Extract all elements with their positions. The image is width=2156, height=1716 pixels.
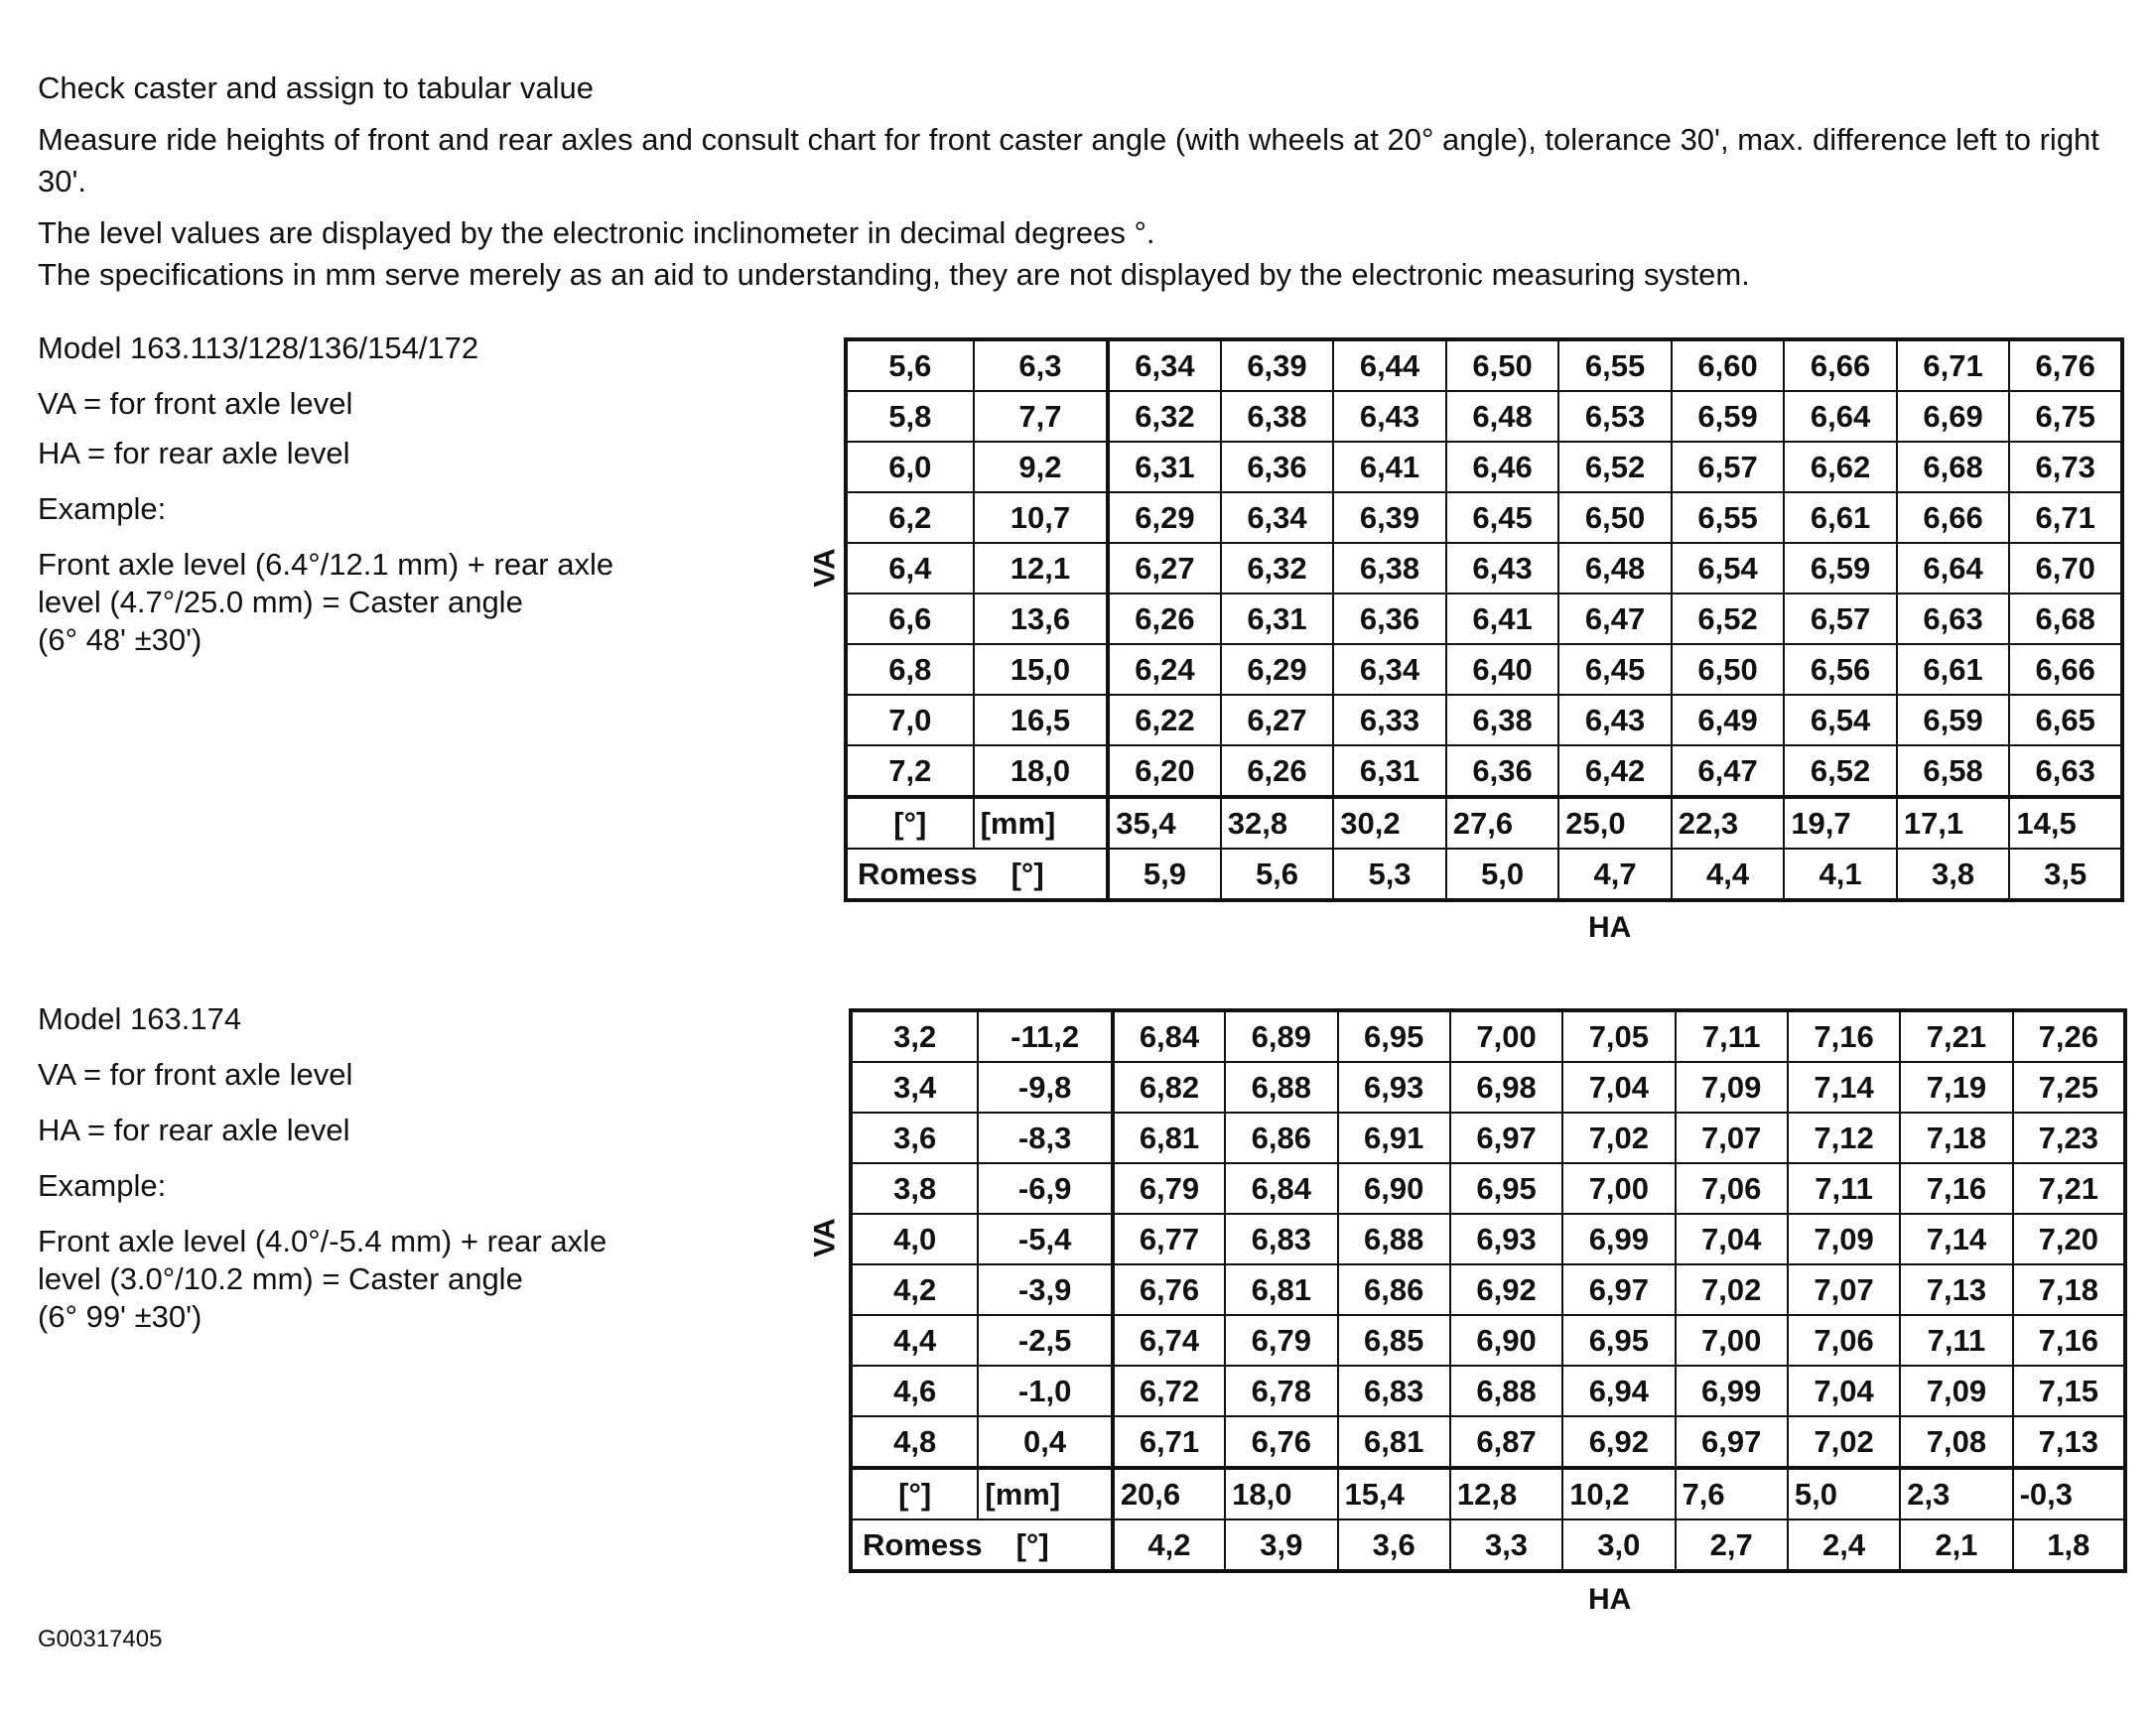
romess-unit: [°] — [1015, 1526, 1049, 1562]
va-degree-cell: 3,8 — [851, 1163, 978, 1214]
ha-mm-cell: 32,8 — [1221, 797, 1334, 849]
va-mm-cell: -8,3 — [978, 1113, 1112, 1163]
caster-value-cell: 7,06 — [1676, 1163, 1788, 1214]
model2-caster-table — [849, 1008, 2127, 1573]
va-degree-cell: 5,8 — [846, 391, 974, 442]
caster-value-cell: 6,72 — [1113, 1366, 1225, 1416]
table-row — [851, 1315, 2125, 1366]
model1-example-label: Example: — [38, 491, 167, 526]
va-mm-cell: 12,1 — [974, 543, 1109, 594]
romess-row — [846, 849, 2122, 900]
caster-value-cell: 6,34 — [1221, 492, 1334, 543]
caster-value-cell: 6,48 — [1558, 543, 1672, 594]
caster-value-cell: 6,54 — [1672, 543, 1785, 594]
caster-value-cell: 6,71 — [1897, 339, 2010, 391]
ha-mm-cell: 7,6 — [1676, 1468, 1788, 1519]
table-row — [846, 492, 2122, 543]
romess-value-cell: 5,3 — [1333, 849, 1446, 900]
romess-unit: [°] — [1011, 856, 1044, 891]
model1-example-line-2: level (4.7°/25.0 mm) = Caster angle — [38, 585, 523, 619]
caster-value-cell: 6,97 — [1450, 1113, 1562, 1163]
caster-value-cell: 6,58 — [1897, 745, 2010, 797]
caster-value-cell: 7,25 — [2013, 1062, 2125, 1113]
caster-value-cell: 6,40 — [1446, 644, 1559, 695]
caster-value-cell: 6,83 — [1338, 1366, 1450, 1416]
caster-value-cell: 6,88 — [1225, 1062, 1337, 1113]
caster-value-cell: 6,66 — [2009, 644, 2122, 695]
romess-value-cell: 2,7 — [1676, 1519, 1788, 1571]
caster-value-cell: 6,95 — [1338, 1010, 1450, 1062]
caster-value-cell: 6,66 — [1897, 492, 2010, 543]
caster-value-cell: 6,55 — [1672, 492, 1785, 543]
ha-mm-cell: 30,2 — [1333, 797, 1446, 849]
caster-value-cell: 6,91 — [1338, 1113, 1450, 1163]
model2-example-line-2: level (3.0°/10.2 mm) = Caster angle — [38, 1261, 523, 1296]
va-degree-cell: 7,2 — [846, 745, 974, 797]
va-degree-cell: 4,2 — [851, 1264, 978, 1315]
romess-label-cell — [851, 1519, 1113, 1571]
caster-value-cell: 7,09 — [1900, 1366, 2012, 1416]
caster-value-cell: 7,16 — [1788, 1010, 1900, 1062]
va-degree-cell: 6,0 — [846, 442, 974, 492]
romess-value-cell: 1,8 — [2013, 1519, 2125, 1571]
caster-value-cell: 7,26 — [2013, 1010, 2125, 1062]
caster-value-cell: 6,55 — [1558, 339, 1672, 391]
caster-value-cell: 6,36 — [1446, 745, 1559, 797]
caster-value-cell: 6,88 — [1338, 1214, 1450, 1264]
caster-value-cell: 6,81 — [1338, 1416, 1450, 1468]
romess-value-cell: 5,9 — [1108, 849, 1221, 900]
va-mm-cell: -3,9 — [978, 1264, 1112, 1315]
caster-value-cell: 7,05 — [1562, 1010, 1675, 1062]
caster-value-cell: 6,50 — [1558, 492, 1672, 543]
model2-ha-axis-label: HA — [1588, 1583, 1632, 1616]
ha-mm-cell: 25,0 — [1558, 797, 1672, 849]
caster-value-cell: 6,31 — [1108, 442, 1221, 492]
romess-value-cell: 3,5 — [2009, 849, 2122, 900]
caster-value-cell: 6,62 — [1784, 442, 1897, 492]
caster-value-cell: 7,11 — [1788, 1163, 1900, 1214]
caster-value-cell: 7,04 — [1676, 1214, 1788, 1264]
caster-value-cell: 6,50 — [1672, 644, 1785, 695]
ha-mm-cell: 22,3 — [1672, 797, 1785, 849]
ha-mm-cell: 27,6 — [1446, 797, 1559, 849]
va-degree-cell: 6,2 — [846, 492, 974, 543]
va-mm-cell: -5,4 — [978, 1214, 1112, 1264]
unit-header-cell: [°] — [846, 797, 974, 849]
va-degree-cell: 4,4 — [851, 1315, 978, 1366]
caster-value-cell: 6,98 — [1450, 1062, 1562, 1113]
ha-mm-cell: 35,4 — [1108, 797, 1221, 849]
instructions — [38, 67, 2132, 296]
caster-value-cell: 6,70 — [2009, 543, 2122, 594]
caster-value-cell: 6,45 — [1446, 492, 1559, 543]
ha-mm-row — [846, 797, 2122, 849]
table-row — [846, 644, 2122, 695]
model2-va-def: VA = for front axle level — [38, 1057, 353, 1092]
caster-value-cell: 6,85 — [1338, 1315, 1450, 1366]
caster-value-cell: 7,21 — [2013, 1163, 2125, 1214]
caster-value-cell: 6,27 — [1108, 543, 1221, 594]
caster-value-cell: 6,95 — [1562, 1315, 1675, 1366]
caster-value-cell: 6,97 — [1676, 1416, 1788, 1468]
va-degree-cell: 4,8 — [851, 1416, 978, 1468]
table-row — [846, 594, 2122, 644]
caster-value-cell: 7,21 — [1900, 1010, 2012, 1062]
va-mm-cell: 7,7 — [974, 391, 1109, 442]
ha-mm-row — [851, 1468, 2125, 1519]
caster-value-cell: 6,93 — [1338, 1062, 1450, 1113]
caster-value-cell: 7,11 — [1676, 1010, 1788, 1062]
va-mm-cell: -6,9 — [978, 1163, 1112, 1214]
caster-value-cell: 6,68 — [1897, 442, 2010, 492]
va-degree-cell: 3,6 — [851, 1113, 978, 1163]
caster-value-cell: 6,52 — [1558, 442, 1672, 492]
caster-value-cell: 6,74 — [1113, 1315, 1225, 1366]
ha-mm-cell: 14,5 — [2009, 797, 2122, 849]
ha-mm-cell: 2,3 — [1900, 1468, 2012, 1519]
caster-value-cell: 6,34 — [1108, 339, 1221, 391]
table-row — [846, 442, 2122, 492]
caster-value-cell: 7,18 — [1900, 1113, 2012, 1163]
ha-mm-cell: 19,7 — [1784, 797, 1897, 849]
caster-value-cell: 6,99 — [1562, 1214, 1675, 1264]
caster-value-cell: 6,27 — [1221, 695, 1334, 745]
va-mm-cell: -2,5 — [978, 1315, 1112, 1366]
caster-value-cell: 6,29 — [1221, 644, 1334, 695]
table-row — [851, 1416, 2125, 1468]
caster-value-cell: 7,19 — [1900, 1062, 2012, 1113]
romess-value-cell: 4,2 — [1113, 1519, 1225, 1571]
caster-value-cell: 6,43 — [1333, 391, 1446, 442]
romess-row — [851, 1519, 2125, 1571]
caster-value-cell: 6,83 — [1225, 1214, 1337, 1264]
caster-value-cell: 6,29 — [1108, 492, 1221, 543]
model2-example-line-3: (6° 99' ±30') — [38, 1299, 202, 1334]
caster-value-cell: 6,43 — [1446, 543, 1559, 594]
caster-value-cell: 6,26 — [1108, 594, 1221, 644]
caster-value-cell: 6,41 — [1446, 594, 1559, 644]
table-row — [851, 1264, 2125, 1315]
ha-mm-cell: 20,6 — [1113, 1468, 1225, 1519]
caster-value-cell: 6,61 — [1897, 644, 2010, 695]
caster-value-cell: 6,36 — [1333, 594, 1446, 644]
caster-value-cell: 7,18 — [2013, 1264, 2125, 1315]
caster-value-cell: 6,63 — [2009, 745, 2122, 797]
caster-value-cell: 7,14 — [1900, 1214, 2012, 1264]
caster-value-cell: 7,04 — [1562, 1062, 1675, 1113]
romess-value-cell: 3,9 — [1225, 1519, 1337, 1571]
va-mm-cell: 13,6 — [974, 594, 1109, 644]
va-mm-cell: 16,5 — [974, 695, 1109, 745]
caster-value-cell: 7,04 — [1788, 1366, 1900, 1416]
caster-value-cell: 7,15 — [2013, 1366, 2125, 1416]
caster-value-cell: 6,76 — [2009, 339, 2122, 391]
va-mm-cell: -1,0 — [978, 1366, 1112, 1416]
caster-value-cell: 6,64 — [1784, 391, 1897, 442]
caster-value-cell: 6,79 — [1113, 1163, 1225, 1214]
model2-title: Model 163.174 — [38, 1001, 242, 1036]
va-mm-cell: 0,4 — [978, 1416, 1112, 1468]
va-degree-cell: 6,8 — [846, 644, 974, 695]
model1-title: Model 163.113/128/136/154/172 — [38, 330, 479, 365]
intro-paragraph-2: The level values are displayed by the electronic inclinometer in decimal degrees °. — [38, 215, 1155, 250]
caster-value-cell: 6,52 — [1784, 745, 1897, 797]
caster-value-cell: 6,94 — [1562, 1366, 1675, 1416]
va-degree-cell: 3,2 — [851, 1010, 978, 1062]
caster-value-cell: 6,90 — [1338, 1163, 1450, 1214]
caster-value-cell: 6,48 — [1446, 391, 1559, 442]
caster-value-cell: 7,00 — [1450, 1010, 1562, 1062]
caster-value-cell: 6,38 — [1333, 543, 1446, 594]
caster-value-cell: 6,60 — [1672, 339, 1785, 391]
table-row — [846, 391, 2122, 442]
caster-value-cell: 6,88 — [1450, 1366, 1562, 1416]
caster-value-cell: 6,79 — [1225, 1315, 1337, 1366]
caster-value-cell: 6,77 — [1113, 1214, 1225, 1264]
caster-value-cell: 6,86 — [1225, 1113, 1337, 1163]
caster-value-cell: 7,07 — [1788, 1264, 1900, 1315]
caster-value-cell: 7,13 — [1900, 1264, 2012, 1315]
caster-value-cell: 6,57 — [1784, 594, 1897, 644]
caster-value-cell: 6,92 — [1562, 1416, 1675, 1468]
ha-mm-cell: 17,1 — [1897, 797, 2010, 849]
caster-value-cell: 7,16 — [2013, 1315, 2125, 1366]
romess-label: Romess — [863, 1526, 983, 1562]
model2-description — [38, 1000, 606, 1336]
caster-value-cell: 6,69 — [1897, 391, 2010, 442]
table-row — [851, 1113, 2125, 1163]
ha-mm-cell: 12,8 — [1450, 1468, 1562, 1519]
table-row — [846, 339, 2122, 391]
unit-header-cell: [mm] — [978, 1468, 1112, 1519]
table-row — [851, 1163, 2125, 1214]
ha-mm-cell: 10,2 — [1562, 1468, 1675, 1519]
romess-value-cell: 2,4 — [1788, 1519, 1900, 1571]
caster-value-cell: 6,82 — [1113, 1062, 1225, 1113]
model2-va-axis-label: VA — [808, 1218, 842, 1257]
caster-value-cell: 6,59 — [1672, 391, 1785, 442]
caster-value-cell: 6,53 — [1558, 391, 1672, 442]
va-degree-cell: 6,6 — [846, 594, 974, 644]
caster-value-cell: 7,02 — [1676, 1264, 1788, 1315]
unit-header-cell: [°] — [851, 1468, 978, 1519]
caster-value-cell: 6,32 — [1108, 391, 1221, 442]
model2-example-label: Example: — [38, 1168, 167, 1203]
caster-value-cell: 6,34 — [1333, 644, 1446, 695]
caster-value-cell: 6,61 — [1784, 492, 1897, 543]
caster-value-cell: 6,54 — [1784, 695, 1897, 745]
romess-label-cell — [846, 849, 1108, 900]
caster-value-cell: 6,90 — [1450, 1315, 1562, 1366]
caster-value-cell: 6,81 — [1113, 1113, 1225, 1163]
caster-value-cell: 7,12 — [1788, 1113, 1900, 1163]
ha-mm-cell: 18,0 — [1225, 1468, 1337, 1519]
caster-value-cell: 6,99 — [1676, 1366, 1788, 1416]
intro-paragraph-3: The specifications in mm serve merely as an aid to understanding, they are not displayed by the electronic measuring system. — [38, 257, 1750, 292]
caster-value-cell: 6,86 — [1338, 1264, 1450, 1315]
ha-mm-cell: 15,4 — [1338, 1468, 1450, 1519]
va-mm-cell: 6,3 — [974, 339, 1109, 391]
caster-value-cell: 6,31 — [1221, 594, 1334, 644]
table-row — [851, 1010, 2125, 1062]
caster-value-cell: 6,59 — [1897, 695, 2010, 745]
caster-value-cell: 6,47 — [1672, 745, 1785, 797]
caster-value-cell: 6,97 — [1562, 1264, 1675, 1315]
caster-value-cell: 6,20 — [1108, 745, 1221, 797]
caster-value-cell: 6,39 — [1221, 339, 1334, 391]
caster-value-cell: 7,00 — [1676, 1315, 1788, 1366]
caster-value-cell: 7,09 — [1676, 1062, 1788, 1113]
table-row — [846, 745, 2122, 797]
caster-value-cell: 6,93 — [1450, 1214, 1562, 1264]
caster-value-cell: 6,59 — [1784, 543, 1897, 594]
caster-value-cell: 7,00 — [1562, 1163, 1675, 1214]
va-degree-cell: 6,4 — [846, 543, 974, 594]
va-mm-cell: -11,2 — [978, 1010, 1112, 1062]
caster-value-cell: 6,68 — [2009, 594, 2122, 644]
caster-value-cell: 6,49 — [1672, 695, 1785, 745]
caster-value-cell: 6,52 — [1672, 594, 1785, 644]
caster-value-cell: 6,87 — [1450, 1416, 1562, 1468]
caster-value-cell: 6,84 — [1113, 1010, 1225, 1062]
caster-value-cell: 6,33 — [1333, 695, 1446, 745]
romess-value-cell: 4,1 — [1784, 849, 1897, 900]
ha-mm-cell: -0,3 — [2013, 1468, 2125, 1519]
caster-value-cell: 6,56 — [1784, 644, 1897, 695]
model1-example-line-1: Front axle level (6.4°/12.1 mm) + rear axle — [38, 547, 614, 582]
caster-value-cell: 7,02 — [1788, 1416, 1900, 1468]
model2-ha-def: HA = for rear axle level — [38, 1113, 350, 1147]
va-mm-cell: 10,7 — [974, 492, 1109, 543]
caster-value-cell: 6,76 — [1113, 1264, 1225, 1315]
caster-value-cell: 7,08 — [1900, 1416, 2012, 1468]
caster-value-cell: 6,38 — [1221, 391, 1334, 442]
caster-value-cell: 6,44 — [1333, 339, 1446, 391]
table-row — [846, 695, 2122, 745]
model1-va-def: VA = for front axle level — [38, 386, 353, 421]
caster-value-cell: 6,31 — [1333, 745, 1446, 797]
caster-value-cell: 6,75 — [2009, 391, 2122, 442]
caster-value-cell: 7,06 — [1788, 1315, 1900, 1366]
caster-value-cell: 6,42 — [1558, 745, 1672, 797]
va-degree-cell: 5,6 — [846, 339, 974, 391]
va-mm-cell: 15,0 — [974, 644, 1109, 695]
caster-value-cell: 6,36 — [1221, 442, 1334, 492]
caster-value-cell: 6,57 — [1672, 442, 1785, 492]
caster-value-cell: 7,14 — [1788, 1062, 1900, 1113]
va-degree-cell: 3,4 — [851, 1062, 978, 1113]
caster-value-cell: 6,71 — [2009, 492, 2122, 543]
caster-value-cell: 6,32 — [1221, 543, 1334, 594]
caster-value-cell: 6,63 — [1897, 594, 2010, 644]
va-degree-cell: 4,0 — [851, 1214, 978, 1264]
model1-va-axis-label: VA — [808, 548, 842, 588]
table-row — [846, 543, 2122, 594]
caster-value-cell: 6,92 — [1450, 1264, 1562, 1315]
romess-value-cell: 5,6 — [1221, 849, 1334, 900]
caster-value-cell: 6,39 — [1333, 492, 1446, 543]
table-row — [851, 1366, 2125, 1416]
romess-value-cell: 3,3 — [1450, 1519, 1562, 1571]
caster-value-cell: 7,07 — [1676, 1113, 1788, 1163]
unit-header-cell: [mm] — [974, 797, 1109, 849]
caster-value-cell: 6,71 — [1113, 1416, 1225, 1468]
va-degree-cell: 7,0 — [846, 695, 974, 745]
romess-value-cell: 4,4 — [1672, 849, 1785, 900]
caster-value-cell: 7,20 — [2013, 1214, 2125, 1264]
romess-value-cell: 3,6 — [1338, 1519, 1450, 1571]
caster-value-cell: 6,73 — [2009, 442, 2122, 492]
caster-value-cell: 6,47 — [1558, 594, 1672, 644]
va-mm-cell: 9,2 — [974, 442, 1109, 492]
caster-value-cell: 6,89 — [1225, 1010, 1337, 1062]
romess-value-cell: 5,0 — [1446, 849, 1559, 900]
caster-value-cell: 6,50 — [1446, 339, 1559, 391]
caster-value-cell: 6,26 — [1221, 745, 1334, 797]
caster-value-cell: 6,76 — [1225, 1416, 1337, 1468]
romess-value-cell: 2,1 — [1900, 1519, 2012, 1571]
romess-value-cell: 3,8 — [1897, 849, 2010, 900]
ha-mm-cell: 5,0 — [1788, 1468, 1900, 1519]
model1-ha-axis-label: HA — [1588, 911, 1632, 944]
model2-example-line-1: Front axle level (4.0°/-5.4 mm) + rear axle — [38, 1224, 607, 1258]
table-row — [851, 1062, 2125, 1113]
caster-value-cell: 6,65 — [2009, 695, 2122, 745]
model1-ha-def: HA = for rear axle level — [38, 436, 350, 470]
caster-value-cell: 6,43 — [1558, 695, 1672, 745]
caster-value-cell: 6,78 — [1225, 1366, 1337, 1416]
romess-value-cell: 4,7 — [1558, 849, 1672, 900]
caster-value-cell: 6,24 — [1108, 644, 1221, 695]
intro-paragraph-1: Measure ride heights of front and rear axles and consult chart for front caster angle (with wheels at 20° angle), tolerance 30', max. difference left to right 30'. — [38, 122, 2099, 198]
caster-value-cell: 7,16 — [1900, 1163, 2012, 1214]
caster-value-cell: 6,45 — [1558, 644, 1672, 695]
caster-value-cell: 6,66 — [1784, 339, 1897, 391]
caster-value-cell: 6,41 — [1333, 442, 1446, 492]
model1-caster-table — [844, 337, 2124, 902]
figure-code: G00317405 — [38, 1626, 163, 1652]
caster-value-cell: 7,09 — [1788, 1214, 1900, 1264]
caster-value-cell: 6,84 — [1225, 1163, 1337, 1214]
caster-value-cell: 6,95 — [1450, 1163, 1562, 1214]
caster-value-cell: 7,02 — [1562, 1113, 1675, 1163]
caster-value-cell: 6,38 — [1446, 695, 1559, 745]
caster-value-cell: 6,81 — [1225, 1264, 1337, 1315]
caster-value-cell: 6,46 — [1446, 442, 1559, 492]
caster-value-cell: 6,22 — [1108, 695, 1221, 745]
va-mm-cell: -9,8 — [978, 1062, 1112, 1113]
intro-heading: Check caster and assign to tabular value — [38, 70, 595, 105]
table-row — [851, 1214, 2125, 1264]
caster-value-cell: 6,64 — [1897, 543, 2010, 594]
caster-value-cell: 7,23 — [2013, 1113, 2125, 1163]
romess-label: Romess — [858, 856, 978, 891]
caster-value-cell: 7,13 — [2013, 1416, 2125, 1468]
va-degree-cell: 4,6 — [851, 1366, 978, 1416]
model1-description — [38, 330, 613, 659]
romess-value-cell: 3,0 — [1562, 1519, 1675, 1571]
caster-value-cell: 7,11 — [1900, 1315, 2012, 1366]
va-mm-cell: 18,0 — [974, 745, 1109, 797]
model1-example-line-3: (6° 48' ±30') — [38, 622, 202, 657]
